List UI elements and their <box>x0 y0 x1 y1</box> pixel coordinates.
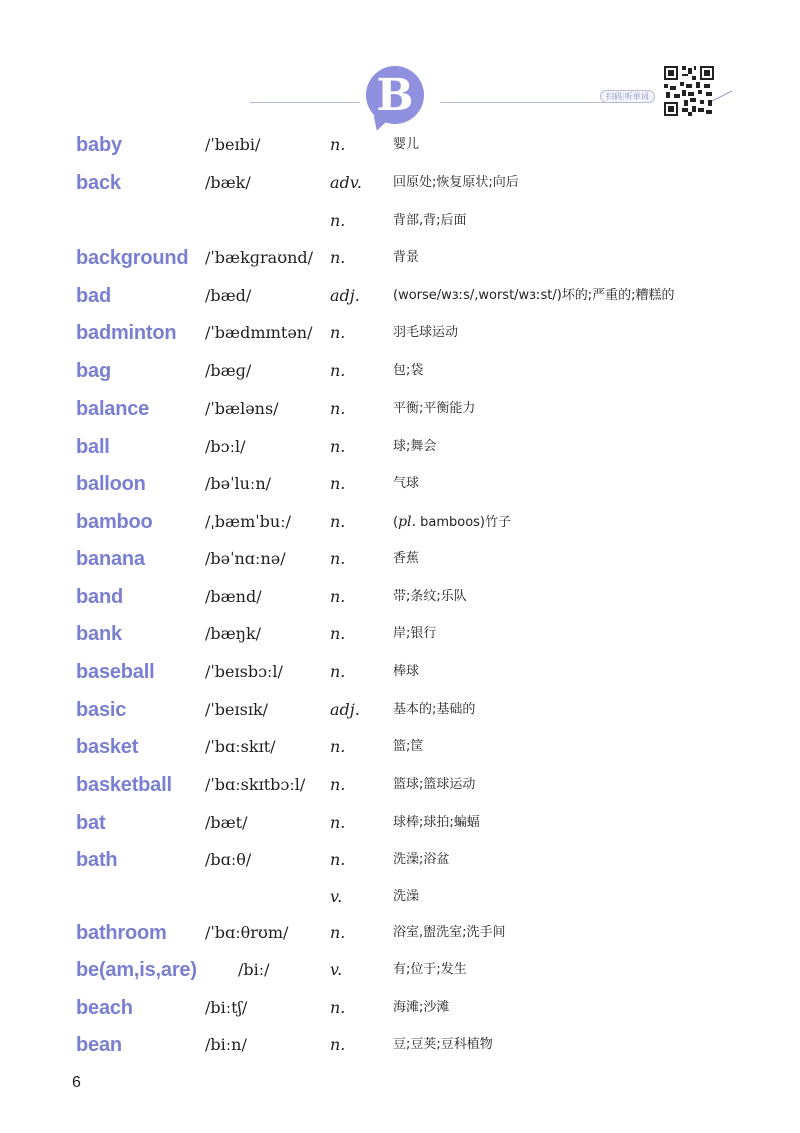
entry-word: bad <box>76 285 111 307</box>
list-item <box>0 1030 800 1060</box>
list-item <box>0 469 800 499</box>
meaning-plural-abbrev: pl. <box>398 514 416 530</box>
entry-word: basket <box>76 736 139 758</box>
entry-phonetic: /biːtʃ/ <box>205 998 248 1017</box>
entry-part-of-speech: n. <box>330 587 346 606</box>
entry-meaning: 豆;豆荚;豆科植物 <box>393 1037 493 1052</box>
entry-phonetic: /ˈbæləns/ <box>205 399 279 418</box>
entry-part-of-speech: n. <box>330 512 346 531</box>
entry-part-of-speech: n. <box>330 399 346 418</box>
entry-part-of-speech: n. <box>330 850 346 869</box>
list-item <box>0 993 800 1023</box>
entry-meaning: 羽毛球运动 <box>393 325 459 340</box>
entry-word: be(am,is,are) <box>76 959 197 981</box>
list-item <box>0 243 800 273</box>
section-letter: B <box>376 69 414 121</box>
entry-meaning: 包;袋 <box>393 363 424 378</box>
entry-meaning: 背部,背;后面 <box>393 213 467 228</box>
entry-meaning: 气球 <box>393 476 420 491</box>
entry-part-of-speech: n. <box>330 737 346 756</box>
entry-part-of-speech: n. <box>330 211 346 230</box>
list-item <box>0 544 800 574</box>
entry-phonetic: /bæd/ <box>205 286 252 305</box>
entry-part-of-speech: adv. <box>330 173 363 192</box>
list-item <box>0 394 800 424</box>
entry-meaning: 篮球;篮球运动 <box>393 777 476 792</box>
entry-part-of-speech: adj. <box>330 286 360 305</box>
meaning-text: bamboos)竹子 <box>415 515 511 530</box>
entry-meaning: (worse/wɜːs/,worst/wɜːst/)坏的;严重的;糟糕的 <box>393 288 675 303</box>
entry-phonetic: /ˈbeɪbi/ <box>205 135 261 154</box>
entry-phonetic: /ˈbɑːθrʊm/ <box>205 923 289 942</box>
entry-word: badminton <box>76 322 177 344</box>
entry-meaning: 篮;筐 <box>393 739 424 754</box>
entry-word: baby <box>76 134 122 156</box>
entry-phonetic: /biːn/ <box>205 1035 247 1054</box>
scan-label-right: 听单词 <box>624 92 649 101</box>
entry-part-of-speech: n. <box>330 361 346 380</box>
entry-phonetic: /ˈbædmɪntən/ <box>205 323 313 342</box>
list-item <box>0 318 800 348</box>
entry-part-of-speech: n. <box>330 549 346 568</box>
entry-word: balloon <box>76 473 146 495</box>
entry-meaning: 浴室,盥洗室;洗手间 <box>393 925 506 940</box>
entry-meaning: 香蕉 <box>393 551 420 566</box>
entry-part-of-speech: n. <box>330 923 346 942</box>
list-item <box>0 882 800 912</box>
list-item <box>0 619 800 649</box>
entry-phonetic: /bæɡ/ <box>205 361 252 380</box>
entry-word: ball <box>76 436 110 458</box>
entry-phonetic: /ˈbeɪsbɔːl/ <box>205 662 283 681</box>
entry-word: balance <box>76 398 150 420</box>
entry-meaning: 洗澡;浴盆 <box>393 852 450 867</box>
list-item <box>0 695 800 725</box>
entry-word: bank <box>76 623 122 645</box>
entry-word: band <box>76 586 123 608</box>
entry-phonetic: /ˈbækɡraʊnd/ <box>205 248 314 267</box>
list-item <box>0 507 800 537</box>
list-item <box>0 845 800 875</box>
list-item <box>0 808 800 838</box>
entry-part-of-speech: n. <box>330 662 346 681</box>
entry-word: bat <box>76 812 106 834</box>
entry-meaning <box>393 507 511 538</box>
entry-part-of-speech: v. <box>330 887 343 906</box>
entry-word: bamboo <box>76 511 153 533</box>
entry-word: baseball <box>76 661 155 683</box>
meaning-prefix: ( <box>393 515 399 530</box>
list-item <box>0 582 800 612</box>
list-item <box>0 130 800 160</box>
entry-part-of-speech: n. <box>330 474 346 493</box>
entry-part-of-speech: n. <box>330 135 346 154</box>
entry-phonetic: /bænd/ <box>205 587 262 606</box>
entry-meaning: 岸;银行 <box>393 626 437 641</box>
entry-word: background <box>76 247 189 269</box>
entry-part-of-speech: v. <box>330 960 343 979</box>
list-item <box>0 432 800 462</box>
entry-part-of-speech: n. <box>330 775 346 794</box>
entry-meaning: 球棒;球拍;蝙蝠 <box>393 815 480 830</box>
entry-meaning: 回原处;恢复原状;向后 <box>393 175 519 190</box>
list-item <box>0 955 800 985</box>
entry-part-of-speech: n. <box>330 437 346 456</box>
entry-word: beach <box>76 997 133 1019</box>
entry-phonetic: /bæŋk/ <box>205 624 262 643</box>
list-item <box>0 281 800 311</box>
entry-phonetic: /ˈbeɪsɪk/ <box>205 700 269 719</box>
entry-meaning: 棒球 <box>393 664 420 679</box>
entry-part-of-speech: n. <box>330 813 346 832</box>
entry-part-of-speech: n. <box>330 624 346 643</box>
entry-word: bath <box>76 849 118 871</box>
entry-part-of-speech: n. <box>330 323 346 342</box>
entry-phonetic: /bɔːl/ <box>205 437 246 456</box>
entry-word: basketball <box>76 774 172 796</box>
scan-to-listen-label: 扫码|听单词 <box>600 90 655 103</box>
entry-phonetic: /bɑːθ/ <box>205 850 252 869</box>
entry-word: bathroom <box>76 922 167 944</box>
list-item <box>0 770 800 800</box>
scan-label-left: 扫码 <box>606 92 622 101</box>
entry-part-of-speech: n. <box>330 1035 346 1054</box>
list-item <box>0 206 800 236</box>
entry-word: bag <box>76 360 111 382</box>
list-item <box>0 657 800 687</box>
entry-meaning: 带;条纹;乐队 <box>393 589 467 604</box>
entry-phonetic: /ˌbæmˈbuː/ <box>205 512 291 531</box>
entry-meaning: 基本的;基础的 <box>393 702 476 717</box>
entry-part-of-speech: n. <box>330 248 346 267</box>
entry-phonetic: /bæk/ <box>205 173 251 192</box>
entry-part-of-speech: n. <box>330 998 346 1017</box>
entry-meaning: 平衡;平衡能力 <box>393 401 476 416</box>
entry-word: banana <box>76 548 145 570</box>
page-number: 6 <box>72 1074 81 1091</box>
entry-meaning: 婴儿 <box>393 137 420 152</box>
entry-meaning: 洗澡 <box>393 889 420 904</box>
entry-part-of-speech: adj. <box>330 700 360 719</box>
entry-word: bean <box>76 1034 122 1056</box>
entry-phonetic: /bəˈnɑːnə/ <box>205 549 286 568</box>
entry-word: back <box>76 172 121 194</box>
entry-phonetic: /ˈbɑːskɪt/ <box>205 737 276 756</box>
list-item <box>0 918 800 948</box>
entry-word: basic <box>76 699 127 721</box>
entry-meaning: 球;舞会 <box>393 439 437 454</box>
entry-meaning: 背景 <box>393 250 420 265</box>
list-item <box>0 168 800 198</box>
entry-phonetic: /biː/ <box>238 960 270 979</box>
list-item <box>0 356 800 386</box>
entry-meaning: 海滩;沙滩 <box>393 1000 450 1015</box>
entry-phonetic: /bæt/ <box>205 813 248 832</box>
entry-phonetic: /bəˈluːn/ <box>205 474 272 493</box>
entry-meaning: 有;位于;发生 <box>393 962 467 977</box>
entry-phonetic: /ˈbɑːskɪtbɔːl/ <box>205 775 306 794</box>
list-item <box>0 732 800 762</box>
